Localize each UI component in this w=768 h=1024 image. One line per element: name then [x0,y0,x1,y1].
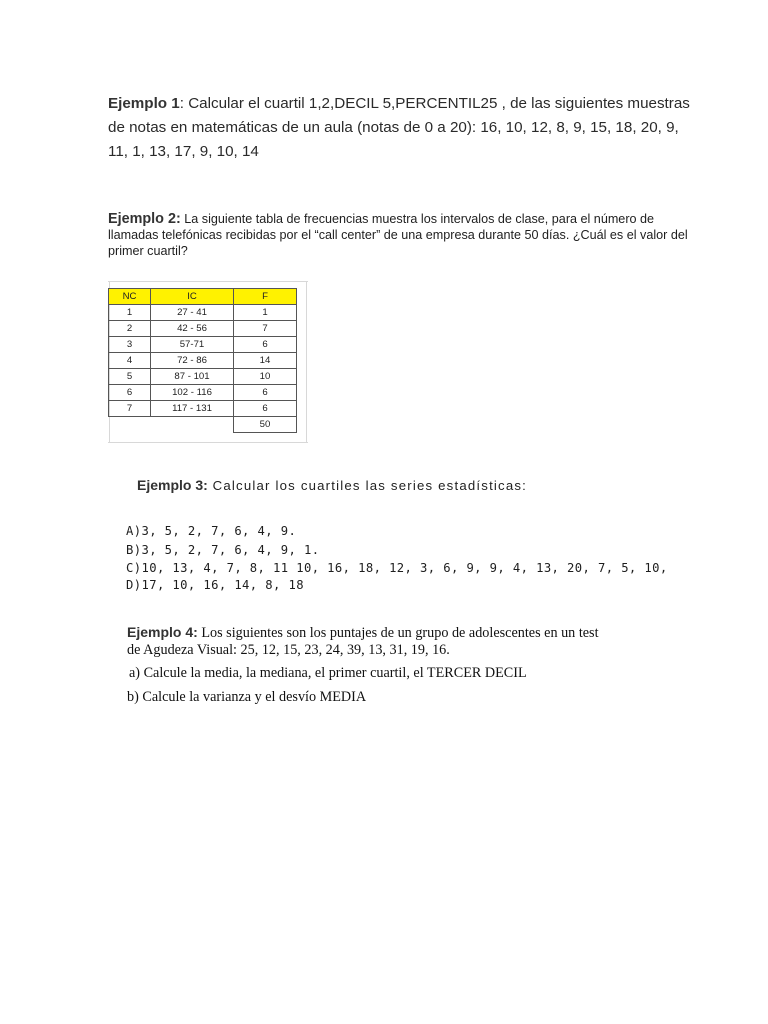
table-cell: 57-71 [151,337,234,353]
ejemplo-3-label: Ejemplo 3: [137,477,208,493]
series-item: A)3, 5, 2, 7, 6, 4, 9. [126,524,297,538]
ejemplo-1 [108,92,698,164]
ejemplo-2 [108,212,688,259]
ejemplo-2-text: La siguiente tabla de frecuencias muestra los intervalos de clase, para el número de llamadas telefónicas recibidas por el “call center” de una empresa durante 50 días. ¿Cuál es el valor del primer cuartil? [108,212,688,258]
table-blank-cell [151,417,234,433]
table-cell: 6 [234,401,297,417]
table-cell: 10 [234,369,297,385]
table-cell: 1 [234,305,297,321]
table-cell: 3 [109,337,151,353]
table-header-cell: F [234,289,297,305]
table-cell: 7 [109,401,151,417]
table-cell: 6 [234,337,297,353]
table-cell: 6 [234,385,297,401]
series-item: D)17, 10, 16, 14, 8, 18 [126,578,304,592]
table-header-cell: NC [109,289,151,305]
ejemplo-4-line2: de Agudeza Visual: 25, 12, 15, 23, 24, 39, 13, 31, 19, 16. [127,642,450,658]
table-row [109,321,297,337]
series-item: B)3, 5, 2, 7, 6, 4, 9, 1. [126,543,320,557]
table-cell: 14 [234,353,297,369]
table-cell: 6 [109,385,151,401]
table-row [109,401,297,417]
ejemplo-4 [127,624,687,659]
table-row [109,337,297,353]
ejemplo-4-item-a: a) Calcule la media, la mediana, el primer cuartil, el TERCER DECIL [129,665,527,681]
table-row [109,385,297,401]
table-header-row [109,289,297,305]
frequency-table [108,288,297,433]
table-cell: 42 - 56 [151,321,234,337]
table-cell: 4 [109,353,151,369]
series-item: C)10, 13, 4, 7, 8, 11 10, 16, 18, 12, 3, 6, 9, 9, 4, 13, 20, 7, 5, 10, [126,561,668,575]
table-cell: 72 - 86 [151,353,234,369]
table-cell: 102 - 116 [151,385,234,401]
table-cell: 117 - 131 [151,401,234,417]
table-header-cell: IC [151,289,234,305]
table-row [109,353,297,369]
table-blank-cell [109,417,151,433]
ejemplo-1-text: : Calcular el cuartil 1,2,DECIL 5,PERCENTIL25 , de las siguientes muestras de notas en matemáticas de un aula (notas de 0 a 20): 16, 10, 12, 8, 9, 15, 18, 20, 9, 11, 1, 13, 17, 9, 10, 14 [108,95,690,160]
ejemplo-3-text: Calcular los cuartiles las series estadísticas: [207,478,528,493]
frequency-table-image [108,281,308,443]
ejemplo-1-label: Ejemplo 1 [108,95,180,112]
table-cell: 5 [109,369,151,385]
ejemplo-4-item-b: b) Calcule la varianza y el desvío MEDIA [127,689,367,705]
ejemplo-4-label: Ejemplo 4: [127,624,198,640]
table-cell: 27 - 41 [151,305,234,321]
table-cell: 2 [109,321,151,337]
table-total-row [109,417,297,433]
ejemplo-3-series [126,522,668,594]
ejemplo-2-label: Ejemplo 2: [108,211,181,227]
table-cell: 1 [109,305,151,321]
ejemplo-3-title [137,477,527,493]
table-row [109,305,297,321]
ejemplo-4-line1: Los siguientes son los puntajes de un grupo de adolescentes en un test [197,625,599,641]
table-cell: 7 [234,321,297,337]
table-row [109,369,297,385]
table-cell: 87 - 101 [151,369,234,385]
table-total-cell: 50 [234,417,297,433]
